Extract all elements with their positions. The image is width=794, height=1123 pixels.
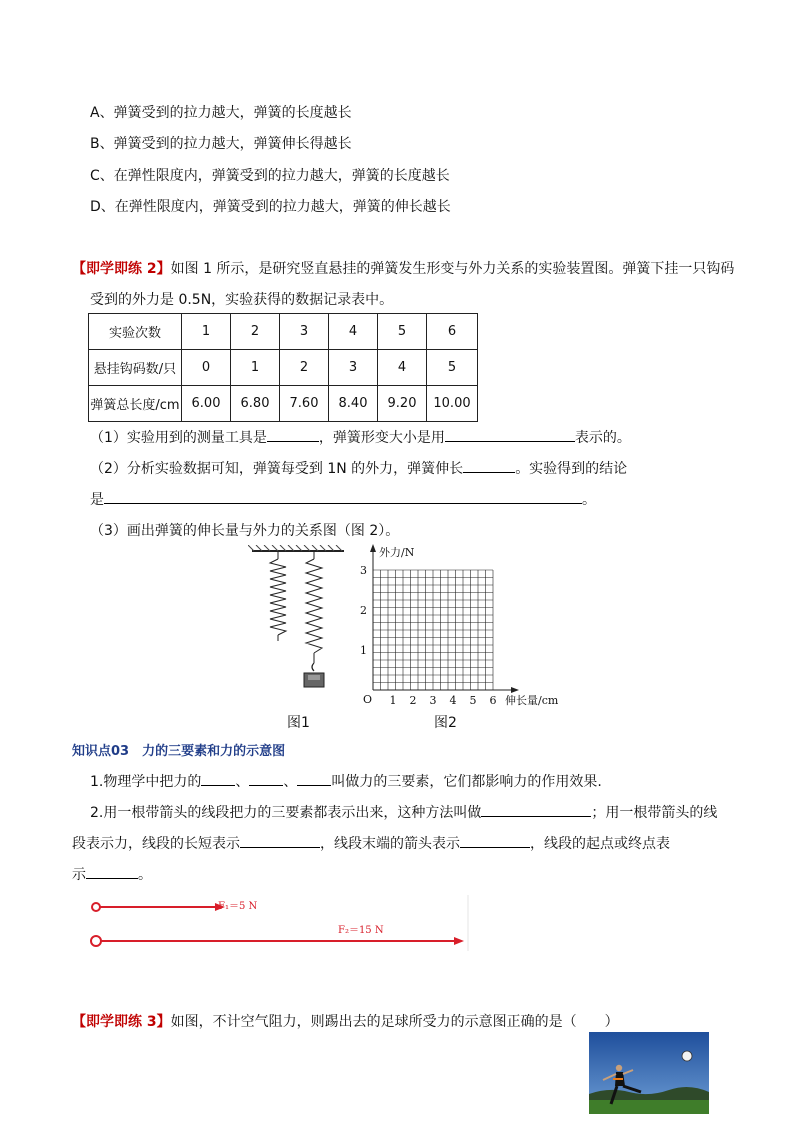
x-tick-label: 3 [429,694,437,707]
table-cell: 1 [182,314,231,350]
x-tick-label: 5 [469,694,477,707]
table-cell: 2 [280,350,329,386]
soccer-kick-photo [589,1032,709,1114]
s1-text-a: 1.物理学中把力的 [90,774,202,790]
table-cell: 6.00 [182,386,231,422]
y-tick-label: 2 [360,604,367,617]
x-axis-label: 伸长量/cm [505,694,559,707]
table-row [89,314,478,350]
s2-text-f: 示 [72,867,86,883]
q2-text-b: 。实验得到的结论 [515,461,628,477]
option-d: D、在弹性限度内，弹簧受到的拉力越大，弹簧的伸长越长 [90,199,451,215]
table-cell: 5 [378,314,427,350]
force-origin-point [91,936,101,946]
table-row [89,386,478,422]
table-cell: 3 [329,350,378,386]
origin-label: O [363,693,373,706]
s2-blank-length[interactable] [240,833,320,848]
table-cell: 0 [182,350,231,386]
force-arrows-diagram [88,893,473,953]
figure-1-springs [248,545,348,705]
figure-1-caption: 图1 [287,715,310,731]
table-cell: 7.60 [280,386,329,422]
s2-blank-method[interactable] [481,802,591,817]
table-cell: 4 [329,314,378,350]
exercise-3 [72,1011,619,1031]
kp03-statement-2-line1 [90,802,717,822]
table-cell: 6 [427,314,478,350]
table-row-header: 实验次数 [89,314,182,350]
table-cell: 10.00 [427,386,478,422]
exercise-2-text: 如图 1 所示，是研究竖直悬挂的弹簧发生形变与外力关系的实验装置图。弹簧下挂一只钩码 [170,261,735,277]
s2-blank-arrowhead[interactable] [460,833,530,848]
y-axis-label: 外力/N [379,546,415,559]
option-a: A、弹簧受到的拉力越大，弹簧的长度越长 [90,105,352,121]
table-row-header: 悬挂钩码数/只 [89,350,182,386]
s2-text-d: ，线段末端的箭头表示 [320,836,460,852]
q2-text-d: 。 [582,492,596,508]
s1-sep-1: 、 [235,774,250,790]
table-cell: 9.20 [378,386,427,422]
table-row [89,350,478,386]
x-tick-label: 2 [409,694,417,707]
force-arrow-label: F₁＝5 N [218,901,258,912]
s2-text-a: 2.用一根带箭头的线段把力的三要素都表示出来，这种方法叫做 [90,805,482,821]
q1-blank-deformation[interactable] [445,427,575,442]
force-arrowhead [454,937,464,945]
figure-2-graph [355,540,600,710]
x-tick-label: 1 [389,694,397,707]
table-row-header: 弹簧总长度/cm [89,386,182,422]
question-2-line2 [90,489,596,509]
y-tick-label: 3 [360,564,367,577]
table-cell: 6.80 [231,386,280,422]
s2-text-g: 。 [138,867,152,883]
exercise-2-tag: 【即学即练 2】 [72,261,171,277]
section-heading-kp03: 知识点03 力的三要素和力的示意图 [72,744,286,759]
q1-text-b: ，弹簧形变大小是用 [318,430,445,446]
q1-text-c: 表示的。 [574,430,631,446]
q2-blank-extension[interactable] [463,458,515,473]
q1-text-a: （1）实验用到的测量工具是 [90,430,267,446]
exercise-2-line1 [72,258,734,278]
exercise-2-line2: 受到的外力是 0.5N，实验获得的数据记录表中。 [90,292,394,308]
q1-blank-tool[interactable] [267,427,319,442]
force-origin-point [92,903,100,911]
exercise-3-text: 如图，不计空气阻力，则踢出去的足球所受力的示意图正确的是（ ） [170,1014,619,1030]
exercise-3-tag: 【即学即练 3】 [72,1014,171,1030]
x-tick-label: 6 [489,694,497,707]
kp03-statement-1 [90,771,602,791]
table-cell: 1 [231,350,280,386]
x-tick-label: 4 [449,694,457,707]
y-tick-label: 1 [360,644,367,657]
q2-text-a: （2）分析实验数据可知，弹簧每受到 1N 的外力，弹簧伸长 [90,461,464,477]
data-table [88,313,478,422]
table-cell: 4 [378,350,427,386]
question-2-line1 [90,458,627,478]
s1-blank-point[interactable] [297,771,331,786]
s1-blank-magnitude[interactable] [201,771,235,786]
table-cell: 3 [280,314,329,350]
s1-text-b: 叫做力的三要素，它们都影响力的作用效果. [331,774,602,790]
kp03-statement-2-line2 [72,833,670,853]
s2-text-e: ，线段的起点或终点表 [530,836,670,852]
option-c: C、在弹性限度内，弹簧受到的拉力越大，弹簧的长度越长 [90,168,450,184]
force-arrow-label: F₂＝15 N [338,925,384,936]
s2-text-c: 段表示力，线段的长短表示 [72,836,240,852]
s1-sep-2: 、 [283,774,298,790]
q2-text-c: 是 [90,492,104,508]
option-b: B、弹簧受到的拉力越大，弹簧伸长得越长 [90,136,352,152]
kp03-statement-2-line3 [72,864,152,884]
question-1 [90,427,631,447]
table-cell: 2 [231,314,280,350]
table-cell: 8.40 [329,386,378,422]
s2-text-b: ；用一根带箭头的线 [591,805,718,821]
s1-blank-direction[interactable] [249,771,283,786]
q2-blank-conclusion[interactable] [104,489,582,504]
s2-blank-point[interactable] [86,864,138,879]
figure-2-caption: 图2 [434,715,457,731]
question-3: （3）画出弹簧的伸长量与外力的关系图（图 2）。 [90,523,400,539]
table-cell: 5 [427,350,478,386]
